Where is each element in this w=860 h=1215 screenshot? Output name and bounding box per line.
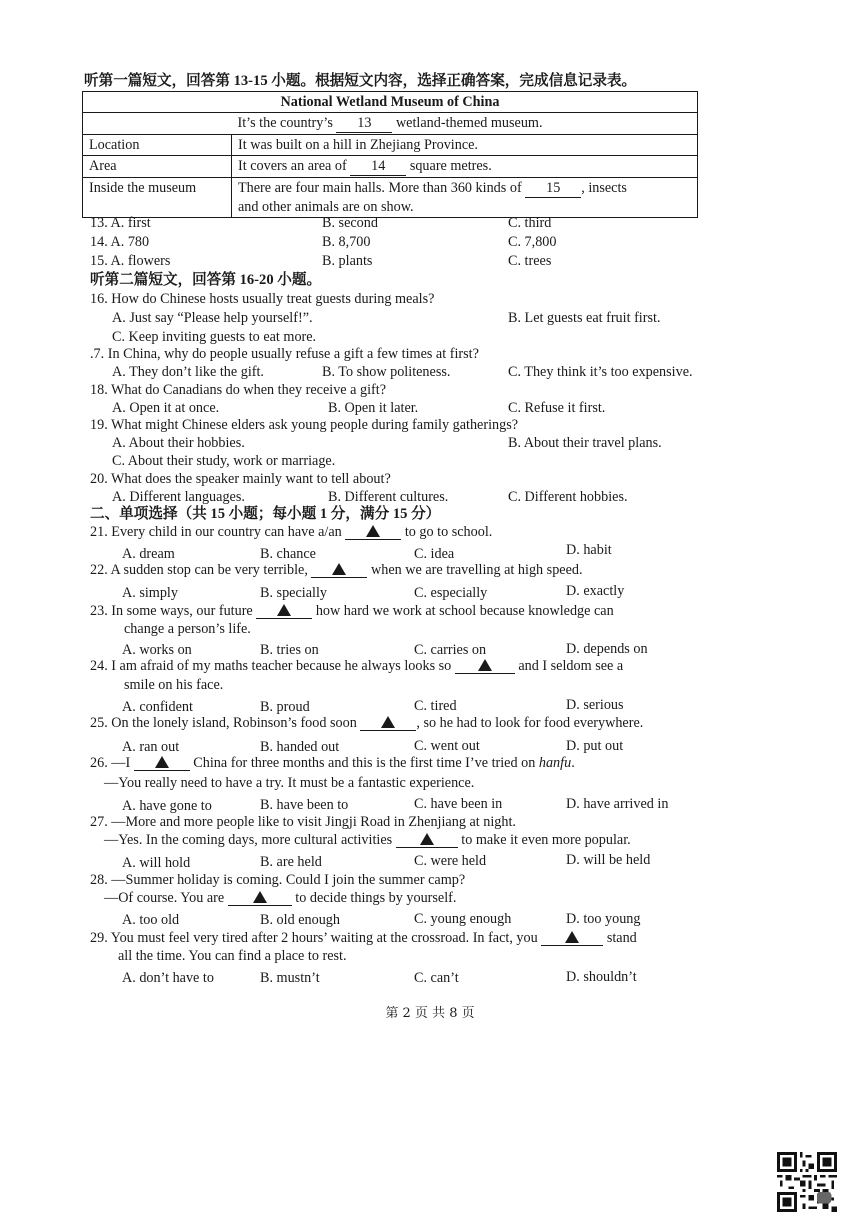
blank-14: 14 [350,157,406,176]
q23-option-c: C. carries on [414,642,487,658]
q22-stem [90,561,583,579]
q21-option-a: A. dream [122,546,175,562]
blank-15: 15 [525,179,581,198]
q27-option-b: B. are held [260,854,322,870]
q13-option-c: C. third [508,215,552,231]
row-label-area: Area [83,156,232,178]
row-value-inside [232,178,698,218]
q27-option-c: C. were held [414,853,487,869]
row-value-location: It was built on a hill in Zhejiang Province. [232,135,698,156]
q13-option-a: 13. A. first [90,215,151,231]
q28-option-b: B. old enough [260,912,340,928]
q29-option-d: D. shouldn’t [566,969,637,985]
q18-option-c: C. Refuse it first. [508,400,606,416]
q24-post: and I seldom see a [518,658,624,674]
row2-pre: It covers an area of [238,158,347,174]
q26-italic-word: hanfu [538,755,572,771]
row3-post: , insects [581,180,627,196]
q29-option-b: B. mustn’t [260,970,320,986]
q26-pre: 26. —I [90,755,131,771]
answer-blank [228,891,292,906]
answer-blank [345,525,401,540]
q25-option-a: A. ran out [122,739,180,755]
q24-option-d: D. serious [566,697,624,713]
q24-stem [90,657,623,675]
q21-pre: 21. Every child in our country can have a/an [90,524,342,540]
answer-blank [541,931,603,946]
q18-question: 18. What do Canadians do when they receive a gift? [90,382,386,398]
q27-post: to make it even more popular. [461,832,631,848]
q28-post: to decide things by yourself. [295,890,457,906]
q26-end: . [571,755,575,771]
q22-post: when we are travelling at high speed. [370,562,583,578]
answer-blank [311,563,367,578]
q25-stem [90,714,643,732]
q19-option-b: B. About their travel plans. [508,435,662,451]
q14-option-b: B. 8,700 [322,234,371,250]
q25-post: , so he had to look for food everywhere. [416,715,644,731]
q29-stem [90,929,637,947]
triangle-icon [332,563,346,575]
q20-option-a: A. Different languages. [112,489,245,505]
q15-option-c: C. trees [508,253,552,269]
q29-option-a: A. don’t have to [122,970,214,986]
q26-post: China for three months and this is the first time I’ve tried on [193,755,536,771]
q23-pre: 23. In some ways, our future [90,603,253,619]
q23-stem [90,602,614,620]
q28-option-a: A. too old [122,912,180,928]
q28-option-c: C. young enough [414,911,512,927]
q25-option-d: D. put out [566,738,624,754]
triangle-icon [277,604,291,616]
q21-option-b: B. chance [260,546,316,562]
answer-blank [396,833,458,848]
q18-option-b: B. Open it later. [328,400,419,416]
q16-option-b: B. Let guests eat fruit first. [508,310,661,326]
q24-pre: 24. I am afraid of my maths teacher because he always looks so [90,658,452,674]
q19-question: 19. What might Chinese elders ask young people during family gatherings? [90,417,519,433]
q27-option-a: A. will hold [122,855,191,871]
q24-option-b: B. proud [260,699,310,715]
q16-option-a: A. Just say “Please help yourself!”. [112,310,313,326]
q17-question: .7. In China, why do people usually refuse a gift a few times at first? [90,346,479,362]
q14-option-a: 14. A. 780 [90,234,150,250]
row-label-inside: Inside the museum [83,178,232,218]
info-record-table [82,91,698,218]
q22-option-c: C. especially [414,585,488,601]
q16-option-c: C. Keep inviting guests to eat more. [112,329,317,345]
q23-post: how hard we work at school because knowledge can [315,603,614,619]
q19-option-c: C. About their study, work or marriage. [112,453,336,469]
triangle-icon [420,833,434,845]
q28-pre: —Of course. You are [104,890,225,906]
q25-pre: 25. On the lonely island, Robinson’s food soon [90,715,357,731]
q17-option-b: B. To show politeness. [322,364,451,380]
q22-pre: 22. A sudden stop can be very terrible, [90,562,308,578]
q27-stem [104,831,631,849]
section-choice-heading: 二、单项选择（共 15 小题；每小题 1 分，满分 15 分） [90,506,441,522]
q22-option-a: A. simply [122,585,178,601]
q27-line1: 27. —More and more people like to visit Jingji Road in Zhenjiang at night. [90,814,516,830]
q27-pre: —Yes. In the coming days, more cultural activities [104,832,393,848]
q17-option-a: A. They don’t like the gift. [112,364,264,380]
q15-option-a: 15. A. flowers [90,253,171,269]
answer-blank [256,604,312,619]
qr-code-icon [777,1152,837,1212]
row3-line2: and other animals are on show. [238,199,414,215]
q26-line2: —You really need to have a try. It must be a fantastic experience. [104,775,475,791]
q18-option-a: A. Open it at once. [112,400,220,416]
q28-line1: 28. —Summer holiday is coming. Could I join the summer camp? [90,872,466,888]
q29-line2: all the time. You can find a place to rest. [118,948,347,964]
q28-option-d: D. too young [566,911,641,927]
blank-13: 13 [336,114,392,133]
q29-option-c: C. can’t [414,970,459,986]
q24-line2: smile on his face. [124,677,224,693]
answer-blank [134,756,190,771]
triangle-icon [381,716,395,728]
q19-option-a: A. About their hobbies. [112,435,245,451]
q15-option-b: B. plants [322,253,373,269]
q27-option-d: D. will be held [566,852,651,868]
row3-pre: There are four main halls. More than 360 kinds of [238,180,522,196]
q23-option-a: A. works on [122,642,192,658]
q24-option-a: A. confident [122,699,193,715]
q21-stem [90,523,492,541]
section-listen1-heading: 听第一篇短文，回答第 13-15 小题。根据短文内容，选择正确答案，完成信息记录表。 [84,73,637,89]
table-row-rank [83,113,698,135]
q16-question: 16. How do Chinese hosts usually treat guests during meals? [90,291,435,307]
triangle-icon [478,659,492,671]
q20-question: 20. What does the speaker mainly want to tell about? [90,471,391,487]
q28-stem [104,889,456,907]
q29-post: stand [606,930,637,946]
row0-pre: It’s the country’s [237,115,333,131]
q26-stem [90,754,575,772]
answer-blank [455,659,515,674]
answer-blank [360,716,416,731]
q29-pre: 29. You must feel very tired after 2 hours’ waiting at the crossroad. In fact, you [90,930,538,946]
q21-option-c: C. idea [414,546,455,562]
q21-post: to go to school. [404,524,493,540]
q26-option-a: A. have gone to [122,798,212,814]
triangle-icon [565,931,579,943]
q25-option-b: B. handed out [260,739,340,755]
triangle-icon [253,891,267,903]
page-number-footer: 第 2 页 共 8 页 [385,1006,475,1021]
q20-option-b: B. Different cultures. [328,489,449,505]
q22-option-b: B. specially [260,585,327,601]
section-listen2-heading: 听第二篇短文，回答第 16-20 小题。 [90,272,322,288]
row0-post: wetland-themed museum. [395,115,543,131]
q26-option-d: D. have arrived in [566,796,669,812]
q23-line2: change a person’s life. [124,621,251,637]
q17-option-c: C. They think it’s too expensive. [508,364,693,380]
q26-option-b: B. have been to [260,797,349,813]
q22-option-d: D. exactly [566,583,625,599]
row-value-area [232,156,698,178]
q21-option-d: D. habit [566,542,612,558]
q26-option-c: C. have been in [414,796,503,812]
q23-option-d: D. depends on [566,641,648,657]
q20-option-c: C. Different hobbies. [508,489,628,505]
q25-option-c: C. went out [414,738,480,754]
table-title: National Wetland Museum of China [83,92,698,113]
triangle-icon [366,525,380,537]
q23-option-b: B. tries on [260,642,319,658]
q24-option-c: C. tired [414,698,457,714]
q14-option-c: C. 7,800 [508,234,557,250]
triangle-icon [155,756,169,768]
row-label-location: Location [83,135,232,156]
row2-post: square metres. [409,158,492,174]
q13-option-b: B. second [322,215,378,231]
